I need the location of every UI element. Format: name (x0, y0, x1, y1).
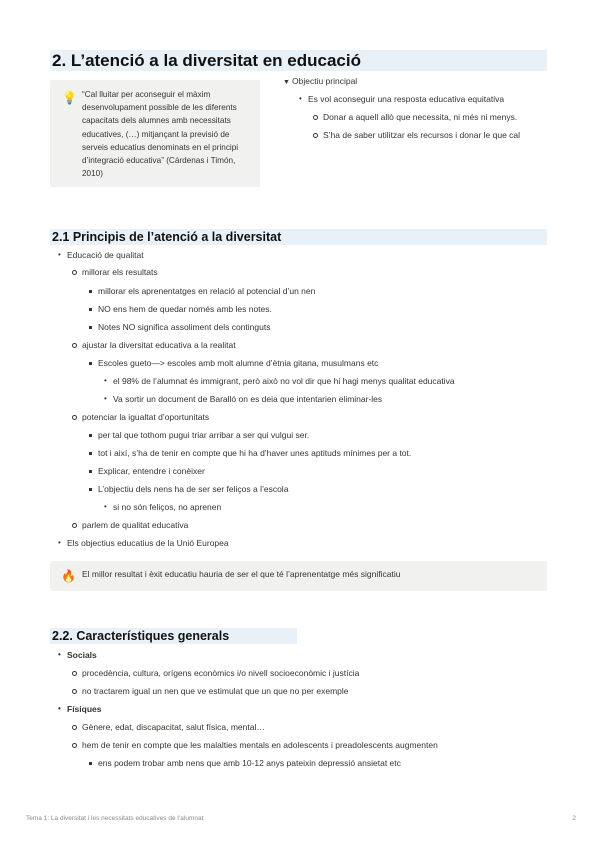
list-item: tot i així, s’ha de tenir en compte que hi ha d’haver unes aptituds mínimes per a tot. (98, 448, 412, 458)
toggle-objectiu[interactable] (283, 76, 553, 140)
list-item: Donar a aquell allò que necessita, ni més ni menys. (323, 112, 518, 122)
fire-callout-text: El millor resultat i èxit educatiu hauria de ser el que té l’aprenentatge més significatiu (82, 569, 401, 579)
page-number: 2 (572, 815, 576, 822)
list-item: • si no són feliços, no aprenen (113, 502, 221, 513)
list-item: • Educació de qualitat (67, 250, 144, 261)
list-item: no tractarem igual un nen que ve estimulat que un que no per exemple (82, 686, 349, 696)
list-item: potenciar la igualtat d’oportunitats (82, 412, 210, 422)
fire-icon: 🔥 (61, 569, 76, 583)
list-item: ajustar la diversitat educativa a la realitat (82, 340, 236, 350)
list-item: millorar els aprenentatges en relació al potencial d’un nen (98, 286, 316, 296)
list-item: S’ha de saber utilitzar els recursos i donar le que cal (323, 130, 521, 140)
page-title: 2. L’atenció a la diversitat en educació (50, 50, 547, 71)
quote-callout (50, 80, 260, 187)
list-item: L’objectiu dels nens ha de ser ser feliços a l’escola (98, 484, 289, 494)
list-item: • Socials (67, 650, 97, 661)
footer-text: Tema 1: La diversitat i les necessitats educatives de l’alumnat (26, 815, 204, 822)
fire-callout (50, 561, 547, 591)
list-item: parlem de qualitat educativa (82, 520, 189, 530)
page-footer (26, 815, 576, 824)
list-item: • Els objectius educatius de la Unió Europea (67, 538, 229, 549)
list-item: per tal que tothom pugui triar arribar a ser qui vulgui ser. (98, 430, 310, 440)
list-item: • Físiques (67, 704, 101, 715)
toggle-header[interactable] (283, 76, 553, 87)
list-item: procedència, cultura, orígens econòmics i/o nivell socioeconòmic i justícia (82, 668, 360, 678)
list-item: Escoles gueto—> escoles amb molt alumne d’ètnia gitana, musulmans etc (98, 358, 379, 368)
list-item: Explicar, entendre i conèixer (98, 466, 205, 476)
list-item: NO ens hem de quedar només amb les notes. (98, 304, 272, 314)
list-item: • Va sortir un document de Baralló on es deia que intentarien eliminar-les (113, 394, 382, 405)
list-item: hem de tenir en compte que les malalties mentals en adolescents i preadolescents augmenten (82, 740, 438, 750)
lightbulb-icon: 💡 (62, 91, 77, 105)
section-heading-principis: 2.1 Principis de l’atenció a la diversitat (50, 229, 547, 245)
list-item: • Es vol aconseguir una resposta educativa equitativa (308, 94, 504, 105)
list-item: Gènere, edat, discapacitat, salut física, mental… (82, 722, 265, 732)
triangle-down-icon[interactable]: ▼ (283, 79, 290, 86)
toggle-label: Objectiu principal (292, 76, 358, 86)
list-item: millorar els resultats (82, 267, 158, 277)
list-item: • el 98% de l’alumnat és immigrant, però això no vol dir que hi hagi menys qualitat educativa (113, 376, 455, 387)
list-item: ens podem trobar amb nens que amb 10-12 anys pateixin depressió ansietat etc (98, 758, 401, 768)
section-heading-caracteristiques: 2.2. Característiques generals (50, 628, 297, 644)
quote-text: “Cal lluitar per aconseguir el màxim desenvolupament possible de les diferents capacitats dels alumnes amb necessitats educatives, (…) mitjançant la previsió de serveis educatius denominats en el principi d’integració educativa” (Cárdenas i Timón, 2010) (82, 90, 239, 179)
list-item: Notes NO significa assoliment dels continguts (98, 322, 271, 332)
